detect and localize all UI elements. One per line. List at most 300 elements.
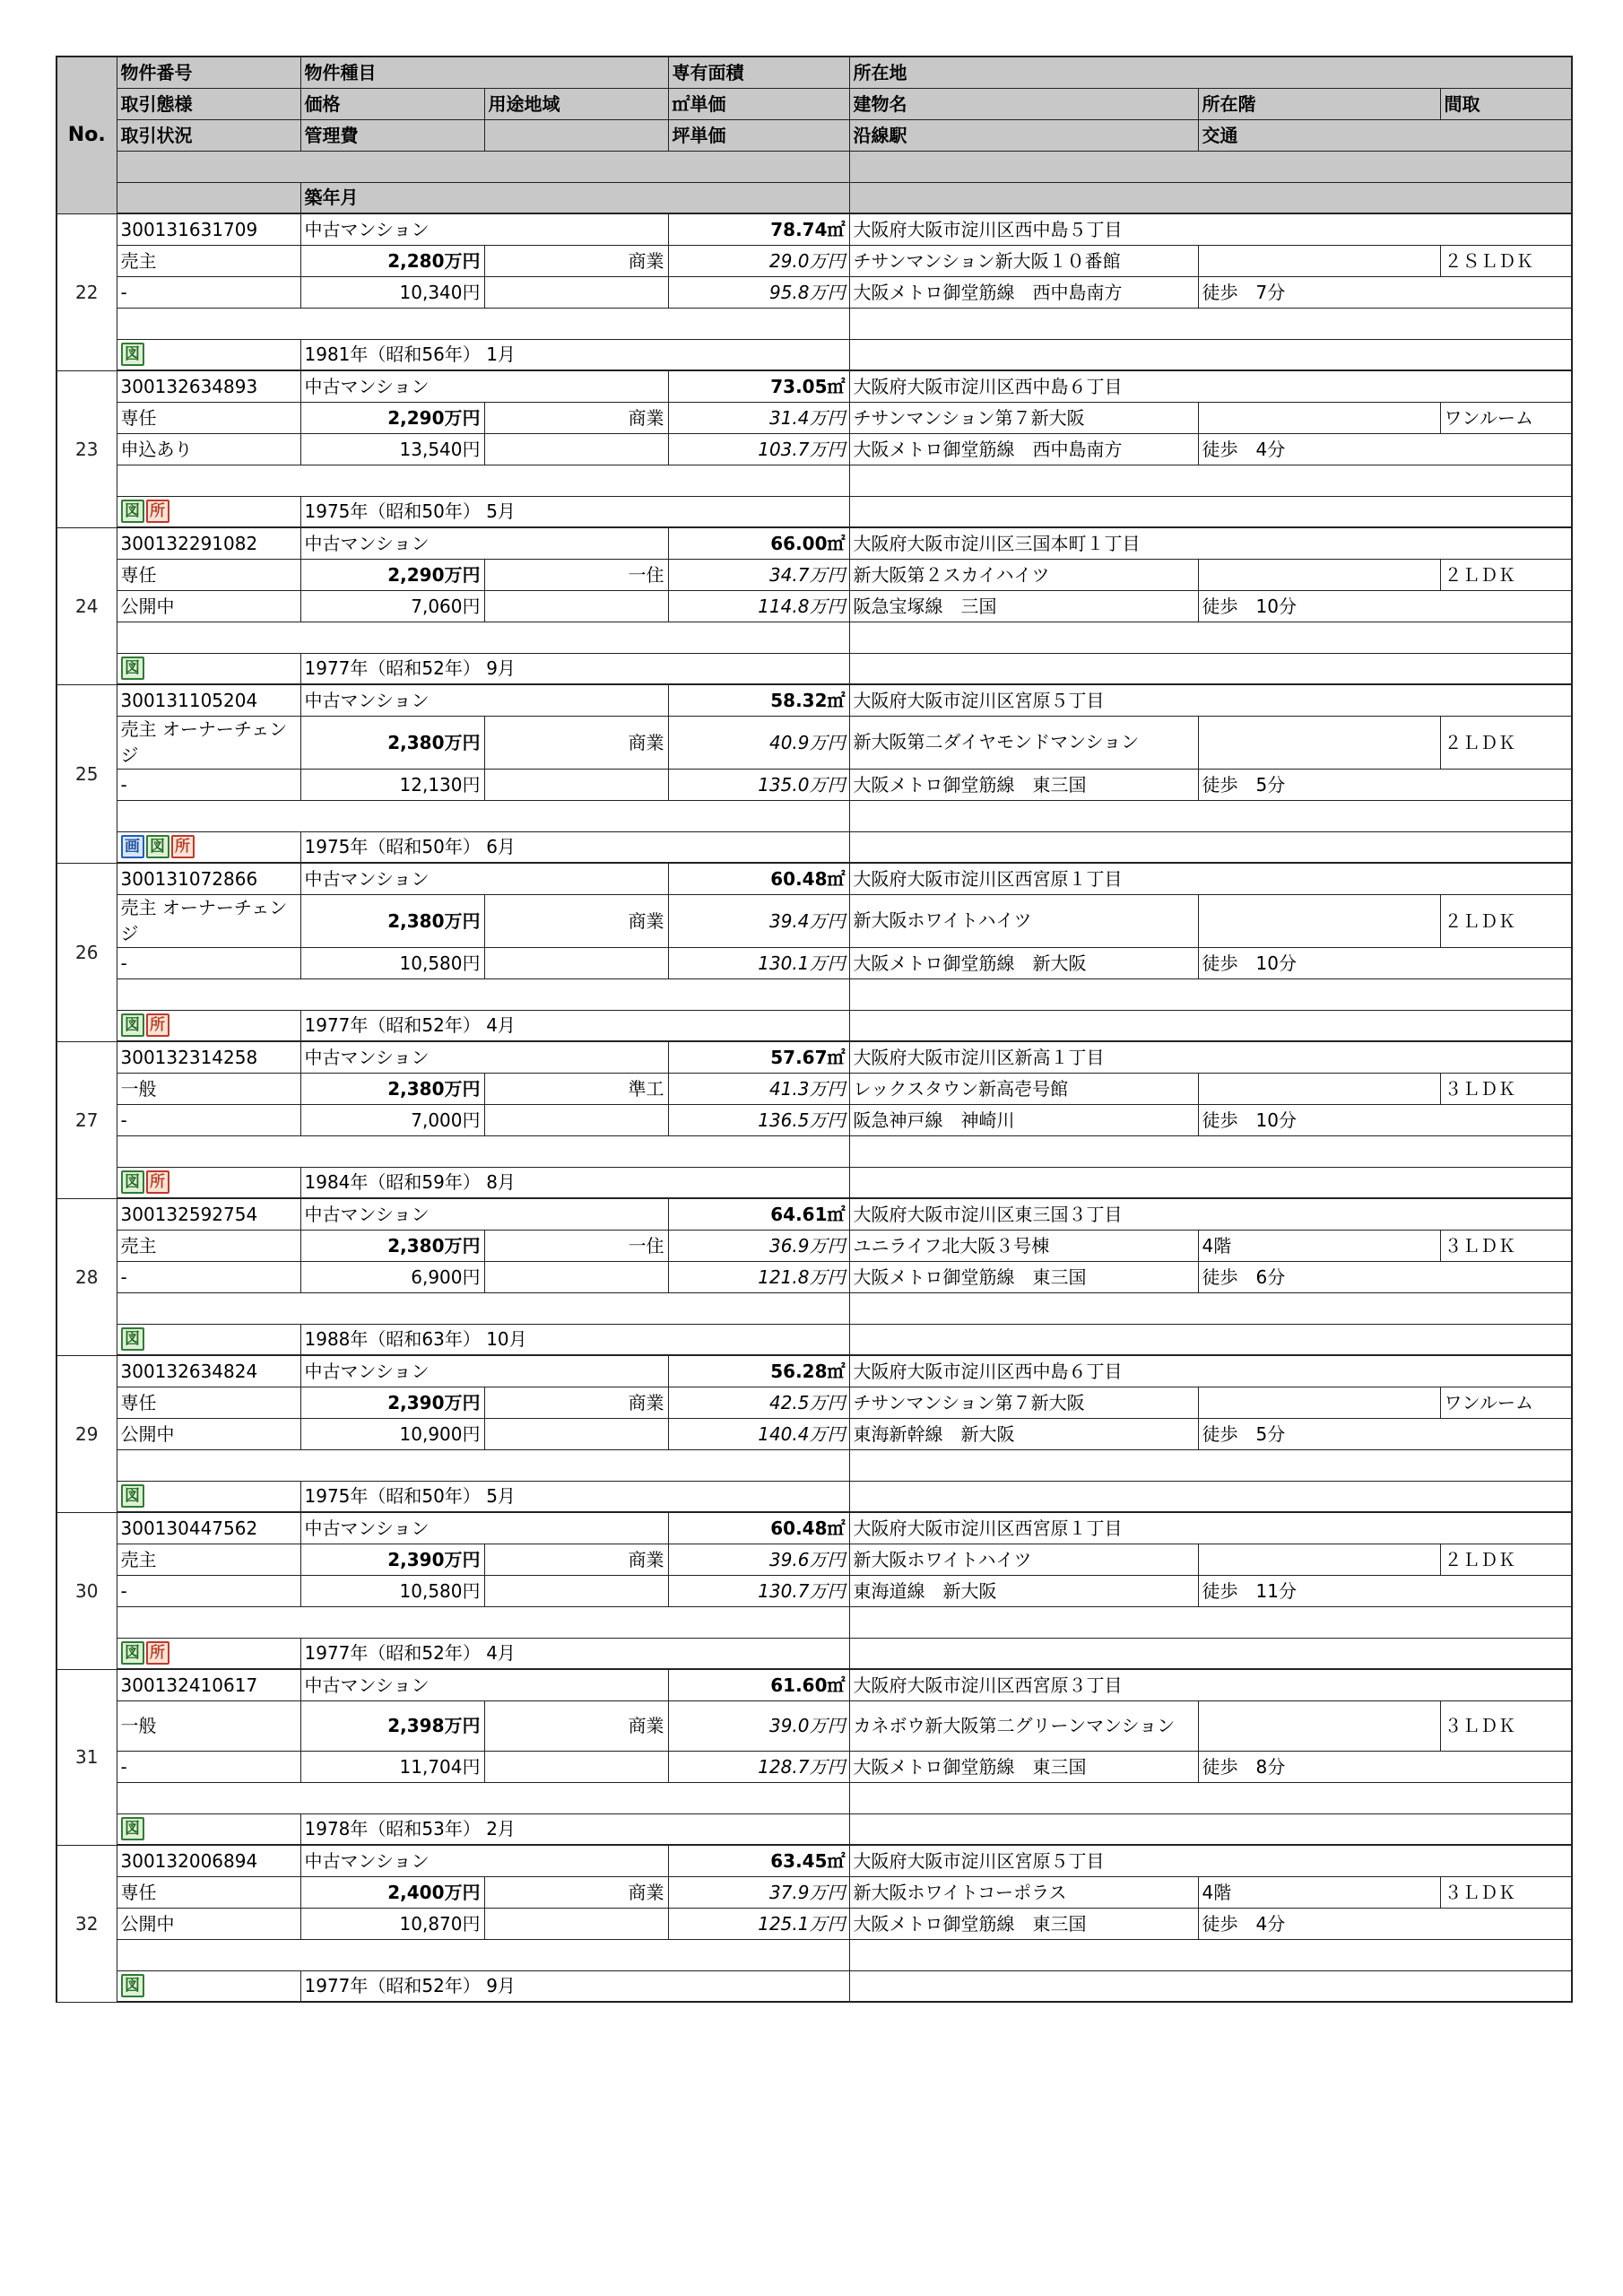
document-badges (117, 1324, 300, 1355)
layout: ３ＬＤＫ (1440, 1700, 1572, 1751)
floorplan-badge-icon[interactable]: 図 (121, 1484, 144, 1508)
zoning: 一住 (484, 1230, 668, 1261)
table-row (56, 863, 1572, 894)
building-name: 新大阪第２スカイハイツ (849, 559, 1198, 590)
floor (1198, 1073, 1440, 1104)
listing-no: 31 (56, 1669, 117, 1845)
table-row (56, 1104, 1572, 1135)
table-row (56, 245, 1572, 276)
transport: 徒歩 5分 (1198, 1418, 1572, 1449)
header-property-id: 物件番号 (117, 57, 300, 88)
built-date: 1975年（昭和50年） 5月 (300, 1481, 849, 1512)
transport: 徒歩 10分 (1198, 590, 1572, 622)
table-row (56, 1939, 1572, 1970)
management-fee: 10,580円 (300, 1575, 484, 1606)
document-badges (117, 1010, 300, 1041)
badge-group (121, 1974, 297, 1997)
line-station: 阪急宝塚線 三国 (849, 590, 1198, 622)
header-spacer (117, 182, 300, 213)
table-row (56, 800, 1572, 831)
blank-cell (849, 622, 1572, 653)
unit-price-sqm: 39.6万円 (668, 1544, 849, 1575)
line-station: 阪急神戸線 神崎川 (849, 1104, 1198, 1135)
document-badges (117, 653, 300, 684)
blank-cell (117, 978, 849, 1010)
blank-cell (117, 622, 849, 653)
table-row (56, 1575, 1572, 1606)
transaction-status: - (117, 1261, 300, 1292)
transport: 徒歩 10分 (1198, 1104, 1572, 1135)
price: 2,280万円 (300, 245, 484, 276)
blank-cell (849, 308, 1572, 339)
transaction-status: 申込あり (117, 433, 300, 465)
listing-no: 22 (56, 213, 117, 370)
management-fee: 7,000円 (300, 1104, 484, 1135)
property-id: 300130447562 (117, 1512, 300, 1544)
layout: ３ＬＤＫ (1440, 1876, 1572, 1908)
image-badge-icon[interactable]: 画 (121, 835, 144, 858)
built-date: 1977年（昭和52年） 9月 (300, 653, 849, 684)
management-fee: 10,900円 (300, 1418, 484, 1449)
blank-cell (849, 1813, 1572, 1845)
table-row (56, 1230, 1572, 1261)
blank-cell (484, 1418, 668, 1449)
layout: ３ＬＤＫ (1440, 1073, 1572, 1104)
property-id: 300132634893 (117, 370, 300, 402)
listing-no: 30 (56, 1512, 117, 1669)
floorplan-badge-icon[interactable]: 図 (121, 1817, 144, 1840)
table-row (56, 496, 1572, 527)
floor (1198, 402, 1440, 433)
floorplan-badge-icon[interactable]: 図 (121, 1974, 144, 1997)
unit-price-sqm: 31.4万円 (668, 402, 849, 433)
table-row (56, 1638, 1572, 1669)
address: 大阪府大阪市淀川区西宮原１丁目 (849, 863, 1572, 894)
blank-cell (849, 1606, 1572, 1638)
area: 60.48㎡ (668, 863, 849, 894)
floor (1198, 716, 1440, 769)
table-row (56, 769, 1572, 800)
built-date: 1977年（昭和52年） 9月 (300, 1970, 849, 2002)
document-badges (117, 1970, 300, 2002)
property-type: 中古マンション (300, 1198, 668, 1230)
office-badge-icon[interactable]: 所 (146, 1170, 169, 1194)
blank-cell (849, 800, 1572, 831)
blank-cell (117, 800, 849, 831)
blank-cell (849, 653, 1572, 684)
floor (1198, 1387, 1440, 1418)
transaction-mode: 専任 (117, 1387, 300, 1418)
table-row (56, 1010, 1572, 1041)
property-type: 中古マンション (300, 863, 668, 894)
address: 大阪府大阪市淀川区宮原５丁目 (849, 1845, 1572, 1876)
property-type: 中古マンション (300, 1041, 668, 1073)
transport: 徒歩 7分 (1198, 276, 1572, 308)
unit-price-tsubo: 125.1万円 (668, 1908, 849, 1939)
address: 大阪府大阪市淀川区東三国３丁目 (849, 1198, 1572, 1230)
table-row (56, 1324, 1572, 1355)
price: 2,380万円 (300, 1230, 484, 1261)
table-row (56, 1041, 1572, 1073)
unit-price-tsubo: 130.7万円 (668, 1575, 849, 1606)
building-name: チサンマンション新大阪１０番館 (849, 245, 1198, 276)
table-row (56, 894, 1572, 947)
document-badges (117, 339, 300, 370)
header-unit-price-tsubo: 坪単価 (668, 119, 849, 151)
line-station: 大阪メトロ御堂筋線 東三国 (849, 769, 1198, 800)
unit-price-tsubo: 135.0万円 (668, 769, 849, 800)
line-station: 東海新幹線 新大阪 (849, 1418, 1198, 1449)
management-fee: 10,340円 (300, 276, 484, 308)
header-transaction-mode: 取引態様 (117, 88, 300, 119)
transaction-status: 公開中 (117, 1418, 300, 1449)
header-unit-price-sqm: ㎡単価 (668, 88, 849, 119)
zoning: 商業 (484, 1387, 668, 1418)
price: 2,390万円 (300, 1544, 484, 1575)
blank-cell (849, 1638, 1572, 1669)
floorplan-badge-icon[interactable]: 図 (121, 1013, 144, 1037)
table-row (56, 276, 1572, 308)
floor: 4階 (1198, 1230, 1440, 1261)
header-transport: 交通 (1198, 119, 1572, 151)
office-badge-icon[interactable]: 所 (146, 1013, 169, 1037)
layout: ワンルーム (1440, 1387, 1572, 1418)
header-spacer (849, 182, 1572, 213)
table-row (56, 370, 1572, 402)
header-blank (484, 119, 668, 151)
transaction-mode: 一般 (117, 1700, 300, 1751)
price: 2,380万円 (300, 894, 484, 947)
document-badges (117, 1813, 300, 1845)
floorplan-badge-icon[interactable]: 図 (146, 835, 169, 858)
price: 2,398万円 (300, 1700, 484, 1751)
built-date: 1981年（昭和56年） 1月 (300, 339, 849, 370)
table-row (56, 559, 1572, 590)
floorplan-badge-icon[interactable]: 図 (121, 500, 144, 523)
unit-price-tsubo: 140.4万円 (668, 1418, 849, 1449)
price: 2,290万円 (300, 559, 484, 590)
unit-price-sqm: 42.5万円 (668, 1387, 849, 1418)
area: 78.74㎡ (668, 213, 849, 245)
unit-price-sqm: 36.9万円 (668, 1230, 849, 1261)
built-date: 1977年（昭和52年） 4月 (300, 1638, 849, 1669)
transaction-mode: 一般 (117, 1073, 300, 1104)
blank-cell (117, 1449, 849, 1481)
price: 2,400万円 (300, 1876, 484, 1908)
transaction-mode: 専任 (117, 402, 300, 433)
table-header (56, 57, 1572, 213)
table-row (56, 1845, 1572, 1876)
unit-price-sqm: 41.3万円 (668, 1073, 849, 1104)
blank-cell (849, 1324, 1572, 1355)
badge-group (121, 1170, 297, 1194)
floorplan-badge-icon[interactable]: 図 (121, 1170, 144, 1194)
table-row (56, 308, 1572, 339)
table-row (56, 1292, 1572, 1324)
built-date: 1977年（昭和52年） 4月 (300, 1010, 849, 1041)
building-name: 新大阪ホワイトハイツ (849, 1544, 1198, 1575)
line-station: 東海道線 新大阪 (849, 1575, 1198, 1606)
table-row (56, 1606, 1572, 1638)
floor (1198, 245, 1440, 276)
header-line-station: 沿線駅 (849, 119, 1198, 151)
header-zoning: 用途地域 (484, 88, 668, 119)
property-type: 中古マンション (300, 370, 668, 402)
property-id: 300132410617 (117, 1669, 300, 1700)
price: 2,380万円 (300, 716, 484, 769)
table-row (56, 1449, 1572, 1481)
address: 大阪府大阪市淀川区西宮原１丁目 (849, 1512, 1572, 1544)
building-name: ユニライフ北大阪３号棟 (849, 1230, 1198, 1261)
built-date: 1988年（昭和63年） 10月 (300, 1324, 849, 1355)
header-spacer (849, 151, 1572, 182)
transaction-mode: 専任 (117, 1876, 300, 1908)
layout: ２ＬＤＫ (1440, 1544, 1572, 1575)
unit-price-tsubo: 121.8万円 (668, 1261, 849, 1292)
property-id: 300132314258 (117, 1041, 300, 1073)
property-id: 300131072866 (117, 863, 300, 894)
header-no: No. (56, 57, 117, 213)
table-row (56, 339, 1572, 370)
floor (1198, 1700, 1440, 1751)
blank-cell (484, 1261, 668, 1292)
transaction-status: - (117, 1104, 300, 1135)
transport: 徒歩 4分 (1198, 1908, 1572, 1939)
floorplan-badge-icon[interactable]: 図 (121, 343, 144, 366)
transaction-mode: 売主 (117, 1544, 300, 1575)
layout: ２ＳＬＤＫ (1440, 245, 1572, 276)
table-row (56, 213, 1572, 245)
blank-cell (484, 590, 668, 622)
transaction-mode: 売主 オーナーチェンジ (117, 894, 300, 947)
address: 大阪府大阪市淀川区西中島５丁目 (849, 213, 1572, 245)
blank-cell (849, 339, 1572, 370)
table-row (56, 1512, 1572, 1544)
blank-cell (484, 276, 668, 308)
area: 66.00㎡ (668, 527, 849, 559)
header-location: 所在地 (849, 57, 1572, 88)
built-date: 1978年（昭和53年） 2月 (300, 1813, 849, 1845)
listing-no: 25 (56, 684, 117, 863)
table-row (56, 1135, 1572, 1167)
table-row (56, 1073, 1572, 1104)
area: 56.28㎡ (668, 1355, 849, 1387)
blank-cell (484, 947, 668, 978)
unit-price-sqm: 39.4万円 (668, 894, 849, 947)
line-station: 大阪メトロ御堂筋線 西中島南方 (849, 276, 1198, 308)
blank-cell (117, 1939, 849, 1970)
zoning: 商業 (484, 716, 668, 769)
blank-cell (849, 1449, 1572, 1481)
blank-cell (849, 1135, 1572, 1167)
floorplan-badge-icon[interactable]: 図 (121, 1327, 144, 1351)
building-name: カネボウ新大阪第二グリーンマンション (849, 1700, 1198, 1751)
built-date: 1975年（昭和50年） 5月 (300, 496, 849, 527)
unit-price-tsubo: 103.7万円 (668, 433, 849, 465)
floor (1198, 1544, 1440, 1575)
property-type: 中古マンション (300, 1512, 668, 1544)
transaction-status: - (117, 1575, 300, 1606)
document-badges (117, 496, 300, 527)
listing-no: 27 (56, 1041, 117, 1198)
management-fee: 13,540円 (300, 433, 484, 465)
table-row (56, 1700, 1572, 1751)
badge-group (121, 1817, 297, 1840)
transaction-mode: 売主 (117, 1230, 300, 1261)
management-fee: 12,130円 (300, 769, 484, 800)
table-row (56, 684, 1572, 716)
unit-price-tsubo: 95.8万円 (668, 276, 849, 308)
building-name: レックスタウン新高壱号館 (849, 1073, 1198, 1104)
blank-cell (849, 1782, 1572, 1813)
transaction-status: 公開中 (117, 590, 300, 622)
blank-cell (484, 1908, 668, 1939)
office-badge-icon[interactable]: 所 (146, 500, 169, 523)
listing-no: 23 (56, 370, 117, 527)
transport: 徒歩 6分 (1198, 1261, 1572, 1292)
header-layout: 間取 (1440, 88, 1572, 119)
blank-cell (849, 831, 1572, 863)
transport: 徒歩 10分 (1198, 947, 1572, 978)
blank-cell (849, 1481, 1572, 1512)
badge-group (121, 500, 297, 523)
layout: ２ＬＤＫ (1440, 559, 1572, 590)
unit-price-sqm: 34.7万円 (668, 559, 849, 590)
building-name: 新大阪第二ダイヤモンドマンション (849, 716, 1198, 769)
management-fee: 6,900円 (300, 1261, 484, 1292)
blank-cell (849, 1167, 1572, 1198)
table-row (56, 1669, 1572, 1700)
table-row (56, 1387, 1572, 1418)
transport: 徒歩 11分 (1198, 1575, 1572, 1606)
document-badges (117, 1638, 300, 1669)
header-spacer (117, 151, 849, 182)
floorplan-badge-icon[interactable]: 図 (121, 657, 144, 680)
badge-group (121, 1484, 297, 1508)
table-row (56, 716, 1572, 769)
unit-price-tsubo: 128.7万円 (668, 1751, 849, 1782)
unit-price-sqm: 40.9万円 (668, 716, 849, 769)
blank-cell (117, 1135, 849, 1167)
listing-no: 29 (56, 1355, 117, 1512)
zoning: 商業 (484, 894, 668, 947)
layout: ３ＬＤＫ (1440, 1230, 1572, 1261)
header-building-name: 建物名 (849, 88, 1198, 119)
management-fee: 10,580円 (300, 947, 484, 978)
listing-rows (56, 213, 1572, 2002)
office-badge-icon[interactable]: 所 (171, 835, 195, 858)
table-row (56, 1355, 1572, 1387)
property-type: 中古マンション (300, 213, 668, 245)
header-management-fee: 管理費 (300, 119, 484, 151)
unit-price-tsubo: 130.1万円 (668, 947, 849, 978)
area: 60.48㎡ (668, 1512, 849, 1544)
property-id: 300131631709 (117, 213, 300, 245)
listing-no: 32 (56, 1845, 117, 2002)
table-row (56, 1418, 1572, 1449)
table-row (56, 1544, 1572, 1575)
blank-cell (849, 496, 1572, 527)
area: 61.60㎡ (668, 1669, 849, 1700)
blank-cell (484, 433, 668, 465)
table-row (56, 947, 1572, 978)
address: 大阪府大阪市淀川区宮原５丁目 (849, 684, 1572, 716)
address: 大阪府大阪市淀川区新高１丁目 (849, 1041, 1572, 1073)
transaction-status: - (117, 769, 300, 800)
table-row (56, 1751, 1572, 1782)
listing-no: 28 (56, 1198, 117, 1355)
document-badges (117, 831, 300, 863)
property-type: 中古マンション (300, 1669, 668, 1700)
address: 大阪府大阪市淀川区西宮原３丁目 (849, 1669, 1572, 1700)
blank-cell (484, 769, 668, 800)
blank-cell (484, 1575, 668, 1606)
area: 58.32㎡ (668, 684, 849, 716)
zoning: 一住 (484, 559, 668, 590)
blank-cell (117, 1782, 849, 1813)
transaction-status: 公開中 (117, 1908, 300, 1939)
listing-no: 24 (56, 527, 117, 684)
header-area: 専有面積 (668, 57, 849, 88)
price: 2,380万円 (300, 1073, 484, 1104)
area: 57.67㎡ (668, 1041, 849, 1073)
badge-group (121, 343, 297, 366)
line-station: 大阪メトロ御堂筋線 東三国 (849, 1751, 1198, 1782)
property-type: 中古マンション (300, 1355, 668, 1387)
property-id: 300132592754 (117, 1198, 300, 1230)
office-badge-icon[interactable]: 所 (146, 1641, 169, 1665)
zoning: 準工 (484, 1073, 668, 1104)
address: 大阪府大阪市淀川区西中島６丁目 (849, 370, 1572, 402)
zoning: 商業 (484, 1700, 668, 1751)
blank-cell (849, 978, 1572, 1010)
table-row (56, 527, 1572, 559)
table-row (56, 653, 1572, 684)
built-date: 1975年（昭和50年） 6月 (300, 831, 849, 863)
document-badges (117, 1167, 300, 1198)
building-name: 新大阪ホワイトハイツ (849, 894, 1198, 947)
table-row (56, 831, 1572, 863)
property-type: 中古マンション (300, 1845, 668, 1876)
document-badges (117, 1481, 300, 1512)
address: 大阪府大阪市淀川区西中島６丁目 (849, 1355, 1572, 1387)
property-type: 中古マンション (300, 527, 668, 559)
transport: 徒歩 5分 (1198, 769, 1572, 800)
line-station: 大阪メトロ御堂筋線 西中島南方 (849, 433, 1198, 465)
table-row (56, 1782, 1572, 1813)
line-station: 大阪メトロ御堂筋線 東三国 (849, 1261, 1198, 1292)
layout: ２ＬＤＫ (1440, 716, 1572, 769)
area: 73.05㎡ (668, 370, 849, 402)
area: 64.61㎡ (668, 1198, 849, 1230)
table-row (56, 1908, 1572, 1939)
table-row (56, 978, 1572, 1010)
line-station: 大阪メトロ御堂筋線 新大阪 (849, 947, 1198, 978)
building-name: チサンマンション第７新大阪 (849, 402, 1198, 433)
management-fee: 11,704円 (300, 1751, 484, 1782)
floorplan-badge-icon[interactable]: 図 (121, 1641, 144, 1665)
floor (1198, 894, 1440, 947)
transaction-status: - (117, 947, 300, 978)
blank-cell (117, 1606, 849, 1638)
blank-cell (849, 1010, 1572, 1041)
building-name: チサンマンション第７新大阪 (849, 1387, 1198, 1418)
zoning: 商業 (484, 1876, 668, 1908)
area: 63.45㎡ (668, 1845, 849, 1876)
floor: 4階 (1198, 1876, 1440, 1908)
unit-price-sqm: 37.9万円 (668, 1876, 849, 1908)
price: 2,290万円 (300, 402, 484, 433)
